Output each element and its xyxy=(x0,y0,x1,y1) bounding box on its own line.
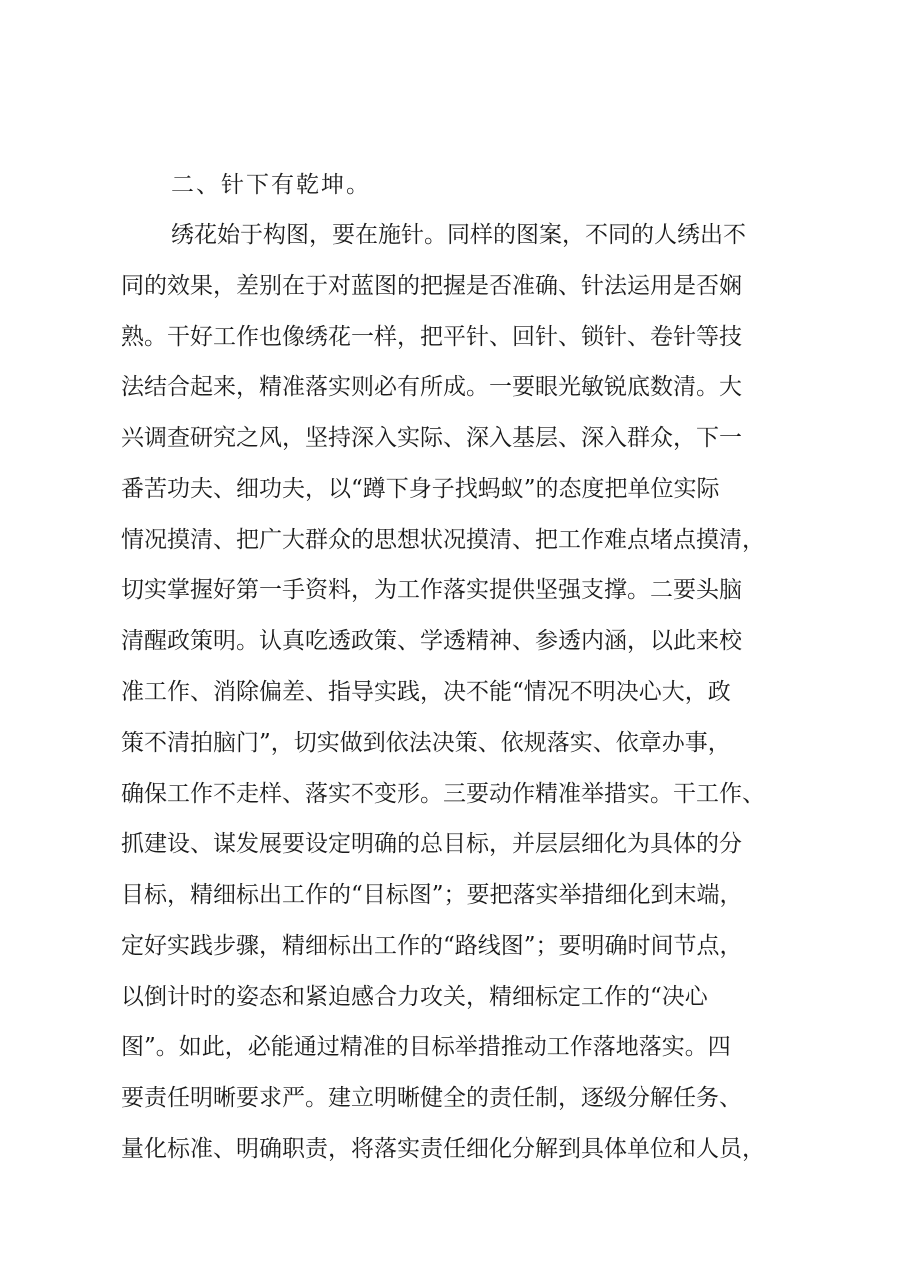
paragraph-line: 法结合起来，精准落实则必有所成。一要眼光敏锐底数清。大 xyxy=(121,374,742,400)
section-heading: 二、针下有乾坤。 xyxy=(171,172,371,198)
paragraph-line: 确保工作不走样、落实不变形。三要动作精准举措实。干工作、 xyxy=(121,781,765,807)
paragraph-line: 绣花始于构图，要在施针。同样的图案，不同的人绣出不 xyxy=(171,222,746,248)
paragraph-line: 准工作、消除偏差、指导实践，决不能“情况不明决心大，政 xyxy=(121,679,731,705)
paragraph-line: 以倒计时的姿态和紧迫感合力攻关，精细标定工作的“决心 xyxy=(121,984,708,1010)
paragraph-line: 要责任明晰要求严。建立明晰健全的责任制，逐级分解任务、 xyxy=(121,1085,742,1111)
paragraph-line: 抓建设、谋发展要设定明确的总目标，并层层细化为具体的分 xyxy=(121,831,742,857)
paragraph-line: 兴调查研究之风，坚持深入实际、深入基层、深入群众，下一 xyxy=(121,425,742,451)
paragraph-line: 同的效果，差别在于对蓝图的把握是否准确、针法运用是否娴 xyxy=(121,273,742,299)
paragraph-line: 熟。干好工作也像绣花一样，把平针、回针、锁针、卷针等技 xyxy=(121,324,742,350)
paragraph-line: 目标，精细标出工作的“目标图”；要把落实举措细化到末端， xyxy=(121,882,743,908)
paragraph-line: 切实掌握好第一手资料，为工作落实提供坚强支撑。二要头脑 xyxy=(121,577,742,603)
paragraph-line: 清醒政策明。认真吃透政策、学透精神、参透内涵，以此来校 xyxy=(121,628,742,654)
paragraph-line: 图”。如此，必能通过精准的目标举措推动工作落地落实。四 xyxy=(121,1034,731,1060)
paragraph-line: 情况摸清、把广大群众的思想状况摸清、把工作难点堵点摸清， xyxy=(121,527,765,553)
paragraph-line: 策不清拍脑门”，切实做到依法决策、依规落实、依章办事， xyxy=(121,730,731,756)
paragraph-line: 定好实践步骤，精细标出工作的“路线图”；要明确时间节点， xyxy=(121,933,743,959)
paragraph-line: 番苦功夫、细功夫，以“蹲下身子找蚂蚁”的态度把单位实际 xyxy=(121,476,720,502)
paragraph-line: 量化标准、明确职责，将落实责任细化分解到具体单位和人员， xyxy=(121,1136,765,1162)
